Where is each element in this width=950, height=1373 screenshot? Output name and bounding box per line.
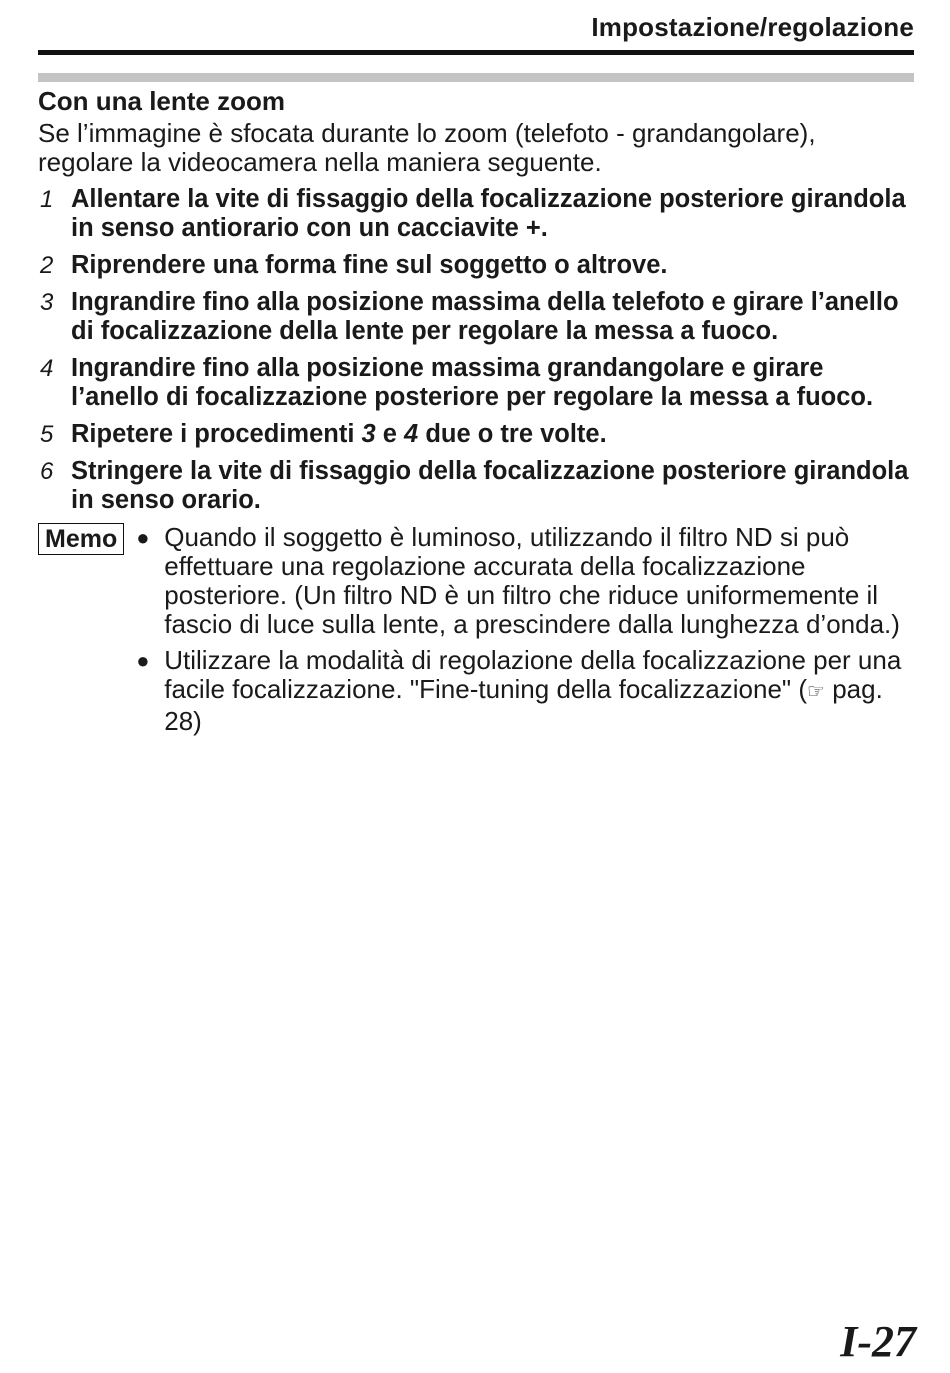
memo-box bbox=[38, 523, 914, 743]
step-number: 4 bbox=[40, 355, 54, 382]
step-item bbox=[38, 251, 914, 280]
step-text bbox=[71, 420, 607, 449]
step-item bbox=[38, 354, 914, 412]
step-number: 1 bbox=[40, 186, 54, 213]
memo-text-part: Utilizzare la modalità di regolazione della focalizzazione per una facile focalizzazione. "Fine-tuning della focalizzazione" ( bbox=[164, 645, 902, 704]
header-rule-thick bbox=[38, 50, 914, 55]
memo-item bbox=[136, 523, 914, 639]
step-number: 6 bbox=[40, 458, 54, 485]
memo-list bbox=[136, 523, 914, 743]
page-content bbox=[38, 86, 914, 743]
step-number: 2 bbox=[40, 252, 54, 279]
section-title: Con una lente zoom bbox=[38, 86, 285, 116]
step-item bbox=[38, 457, 914, 515]
pointing-hand-icon: ☞ bbox=[807, 681, 825, 703]
bullet-icon: ● bbox=[136, 525, 150, 550]
page-header-title: Impostazione/regolazione bbox=[591, 12, 914, 42]
step-text: Riprendere una forma fine sul soggetto o altrove. bbox=[71, 251, 668, 279]
memo-text-part: pag. 28) bbox=[164, 674, 883, 736]
step-text: Allentare la vite di fissaggio della focalizzazione posteriore girandola in senso antiorario con un cacciavite +. bbox=[71, 185, 906, 242]
step-item bbox=[38, 288, 914, 346]
step-text: Ingrandire fino alla posizione massima grandangolare e girare l’anello di focalizzazione posteriore per regolare la messa a fuoco. bbox=[71, 354, 874, 411]
step-number: 5 bbox=[40, 421, 54, 448]
memo-item bbox=[136, 646, 914, 736]
bullet-icon: ● bbox=[136, 648, 150, 673]
header-rule-gray bbox=[38, 73, 914, 82]
step-item bbox=[38, 420, 914, 449]
section-intro: Se l’immagine è sfocata durante lo zoom (telefoto - grandangolare), regolare la videocamera nella maniera seguente. bbox=[38, 118, 816, 177]
step-item bbox=[38, 185, 914, 243]
step-text-part: Ripetere i procedimenti bbox=[71, 420, 362, 448]
memo-item-text: Quando il soggetto è luminoso, utilizzando il filtro ND si può effettuare una regolazione accurata della focalizzazione posteriore. (Un filtro ND è un filtro che riduce uniformemente il fascio di luce sulla lente, a prescindere dalla lunghezza d’onda.) bbox=[164, 522, 900, 639]
step-text: Stringere la vite di fissaggio della focalizzazione posteriore girandola in senso orario. bbox=[71, 457, 909, 514]
memo-label: Memo bbox=[38, 523, 124, 555]
memo-item-text bbox=[164, 646, 914, 736]
page-number: I-27 bbox=[840, 1317, 916, 1366]
steps-list bbox=[38, 185, 914, 515]
step-text: Ingrandire fino alla posizione massima della telefoto e girare l’anello di focalizzazione della lente per regolare la messa a fuoco. bbox=[71, 288, 899, 345]
step-reference-number: 3 bbox=[361, 420, 376, 448]
step-text-part: e bbox=[375, 420, 405, 448]
step-number: 3 bbox=[40, 289, 54, 316]
step-text-part: due o tre volte. bbox=[418, 420, 607, 448]
step-reference-number: 4 bbox=[404, 420, 419, 448]
